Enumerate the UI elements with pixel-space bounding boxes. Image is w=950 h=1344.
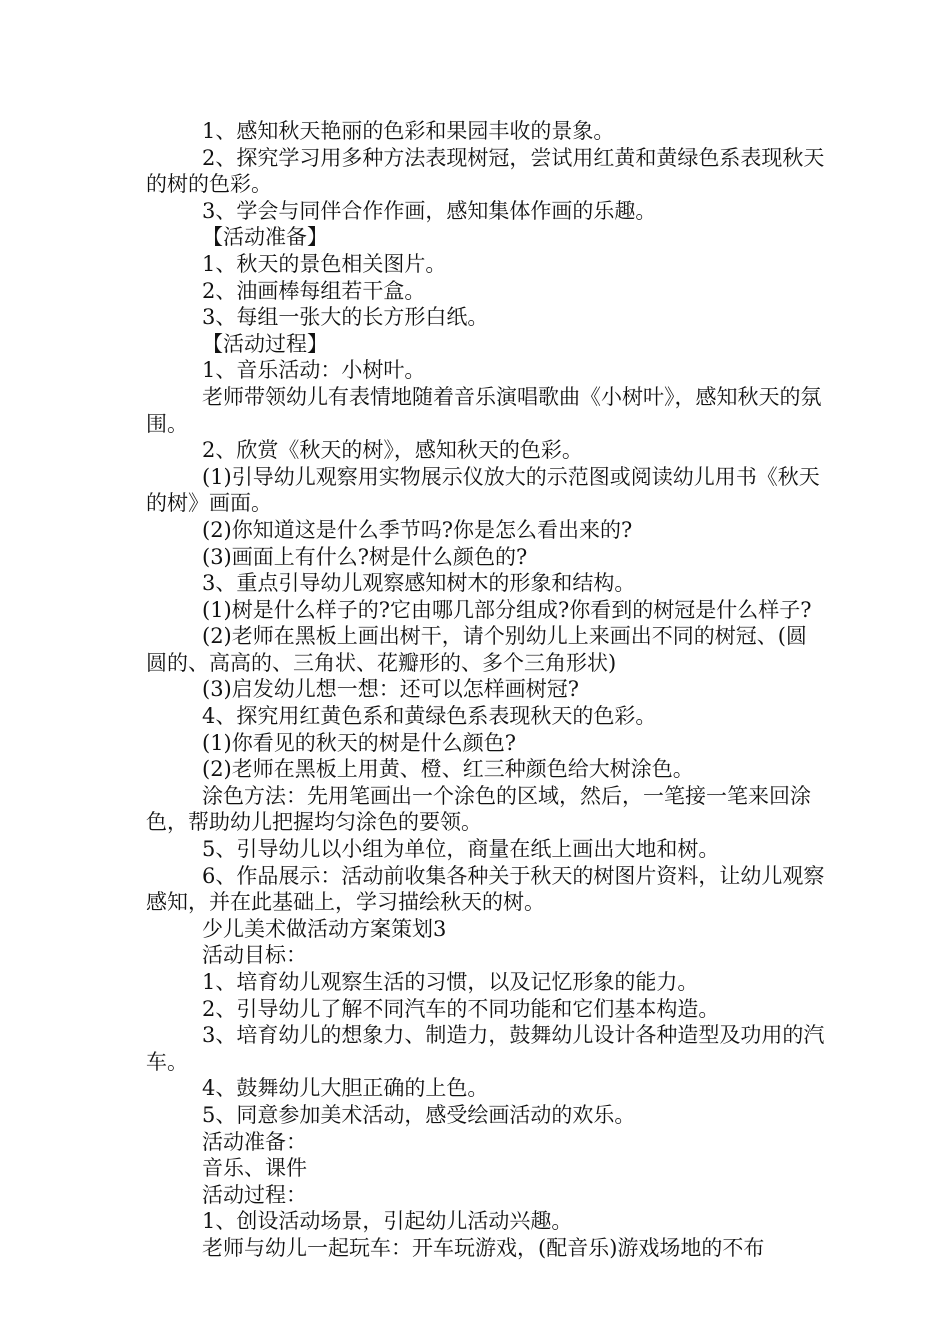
- section-heading: 活动过程：: [202, 1182, 307, 1207]
- paragraph: 4、鼓舞幼儿大胆正确的上色。: [202, 1076, 489, 1101]
- paragraph: 音乐、课件: [202, 1156, 307, 1181]
- paragraph: 4、探究用红黄色系和黄绿色系表现秋天的色彩。: [202, 704, 657, 729]
- paragraph: 3、学会与同伴合作作画，感知集体作画的乐趣。: [202, 198, 657, 223]
- paragraph: 1、秋天的景色相关图片。: [202, 251, 447, 276]
- section-heading: 【活动准备】: [202, 225, 328, 250]
- paragraph: 2、探究学习用多种方法表现树冠，尝试用红黄和黄绿色系表现秋天的树的色彩。: [146, 145, 825, 197]
- paragraph: (2)老师在黑板上用黄、橙、红三种颜色给大树涂色。: [202, 757, 694, 782]
- paragraph: (1)引导幼儿观察用实物展示仪放大的示范图或阅读幼儿用书《秋天的树》画面。: [146, 464, 820, 516]
- section-heading: 活动准备：: [202, 1129, 307, 1154]
- paragraph: (1)你看见的秋天的树是什么颜色?: [202, 730, 517, 755]
- section-title: 少儿美术做活动方案策划3: [202, 916, 447, 941]
- paragraph: 老师与幼儿一起玩车：开车玩游戏，(配音乐)游戏场地的不布: [202, 1235, 765, 1260]
- paragraph: 老师带领幼儿有表情地随着音乐演唱歌曲《小树叶》，感知秋天的氛围。: [146, 384, 822, 436]
- paragraph: 3、每组一张大的长方形白纸。: [202, 305, 489, 330]
- paragraph: (3)画面上有什么?树是什么颜色的?: [202, 544, 528, 569]
- paragraph: 2、欣赏《秋天的树》，感知秋天的色彩。: [202, 438, 583, 463]
- paragraph: 1、培育幼儿观察生活的习惯，以及记忆形象的能力。: [202, 970, 699, 994]
- paragraph: 2、引导幼儿了解不同汽车的不同功能和它们基本构造。: [202, 996, 720, 1021]
- paragraph: 1、音乐活动：小树叶。: [202, 358, 426, 383]
- paragraph: (2)你知道这是什么季节吗?你是怎么看出来的?: [202, 517, 633, 542]
- paragraph: 3、培育幼儿的想象力、制造力，鼓舞幼儿设计各种造型及功用的汽车。: [146, 1023, 825, 1074]
- paragraph: 6、作品展示：活动前收集各种关于秋天的树图片资料，让幼儿观察感知，并在此基础上，学习描绘秋天的树。: [146, 863, 825, 915]
- paragraph: 3、重点引导幼儿观察感知树木的形象和结构。: [202, 571, 636, 596]
- paragraph: 1、感知秋天艳丽的色彩和果园丰收的景象。: [202, 119, 615, 143]
- paragraph: 5、引导幼儿以小组为单位，商量在纸上画出大地和树。: [202, 837, 720, 862]
- paragraph: 5、同意参加美术活动，感受绘画活动的欢乐。: [202, 1102, 636, 1127]
- paragraph: 2、油画棒每组若干盒。: [202, 278, 426, 303]
- paragraph: (2)老师在黑板上画出树干，请个别幼儿上来画出不同的树冠、(圆圆的、高高的、三角状、花瓣形的、多个三角形状): [146, 624, 807, 675]
- document-body: [146, 118, 826, 1262]
- paragraph: (1)树是什么样子的?它由哪几部分组成?你看到的树冠是什么样子?: [202, 597, 812, 622]
- paragraph: (3)启发幼儿想一想：还可以怎样画树冠?: [202, 677, 580, 702]
- paragraph: 涂色方法：先用笔画出一个涂色的区域，然后，一笔接一笔来回涂色，帮助幼儿把握均匀涂色的要领。: [146, 783, 811, 835]
- section-heading: 【活动过程】: [202, 331, 328, 356]
- paragraph: 1、创设活动场景，引起幼儿活动兴趣。: [202, 1209, 573, 1234]
- section-heading: 活动目标：: [202, 943, 307, 968]
